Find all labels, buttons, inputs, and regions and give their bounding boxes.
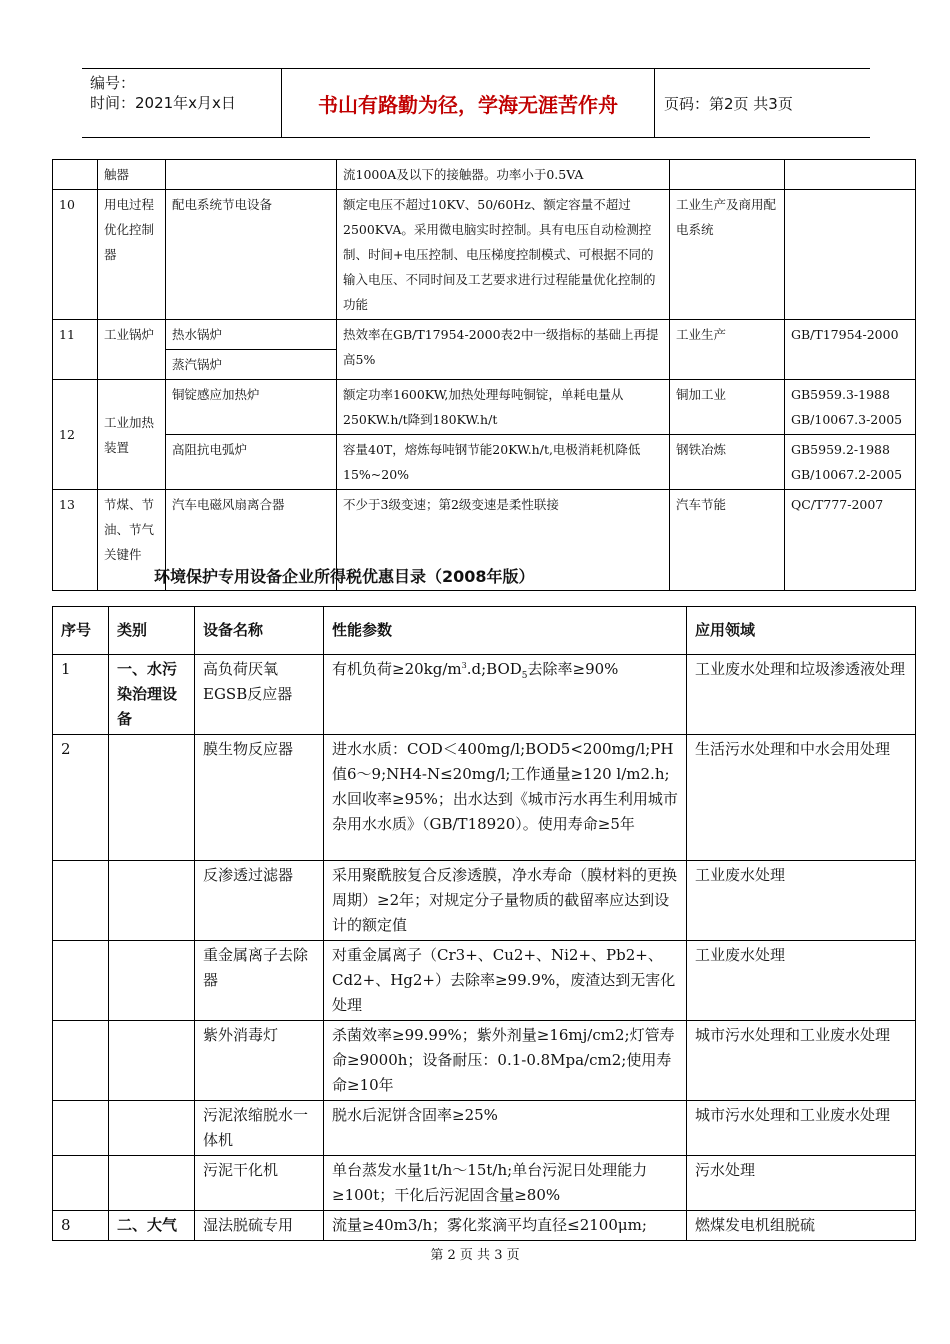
row-application: 钢铁冶炼 [670, 435, 785, 490]
row-category: 工业加热装置 [98, 380, 166, 490]
perf-sup: 3 [461, 661, 467, 670]
row-application: 城市污水处理和工业废水处理 [687, 1021, 916, 1101]
header-info [82, 69, 282, 137]
row-category: 工业锅炉 [98, 320, 166, 380]
table-row [53, 1021, 916, 1101]
date-label: 时间：2021年x月x日 [90, 94, 236, 112]
perf-text: .d;BOD [466, 660, 522, 678]
perf-text: 去除率≥90% [527, 660, 619, 678]
row-category [109, 735, 195, 861]
row-name: 配电系统节电设备 [166, 190, 337, 320]
table-row [53, 320, 916, 350]
row-category [109, 941, 195, 1021]
row-name: 湿法脱硫专用 [195, 1211, 324, 1241]
header-name: 设备名称 [195, 607, 324, 655]
row-performance [324, 655, 687, 735]
row-category [109, 1101, 195, 1156]
row-performance: 不少于3级变速；第2级变速是柔性联接 [337, 490, 670, 591]
row-application: 汽车节能 [670, 490, 785, 591]
row-no: 8 [53, 1211, 109, 1241]
row-category: 二、大气 [109, 1211, 195, 1241]
row-name: 反渗透过滤器 [195, 861, 324, 941]
row-application: 铜加工业 [670, 380, 785, 435]
row-category: 一、水污染治理设备 [109, 655, 195, 735]
row-standard [785, 190, 916, 320]
row-performance: 流量≥40m3/h；雾化浆滴平均直径≤2100μm; [324, 1211, 687, 1241]
row-application: 生活污水处理和中水会用处理 [687, 735, 916, 861]
table-row [53, 941, 916, 1021]
table-row [53, 861, 916, 941]
header-no: 序号 [53, 607, 109, 655]
row-category [109, 861, 195, 941]
header-performance: 性能参数 [324, 607, 687, 655]
row-name: 高负荷厌氧EGSB反应器 [195, 655, 324, 735]
row-category: 节煤、节油、节气关键件 [98, 490, 166, 591]
row-performance: 杀菌效率≥99.99%；紫外剂量≥16mj/cm2;灯管寿命≥9000h；设备耐压：0.1-0.8Mpa/cm2;使用寿命≥10年 [324, 1021, 687, 1101]
row-name: 重金属离子去除器 [195, 941, 324, 1021]
energy-saving-table [52, 159, 916, 591]
row-name: 污泥浓缩脱水一体机 [195, 1101, 324, 1156]
row-application [670, 160, 785, 190]
row-standard [785, 160, 916, 190]
row-application: 污水处理 [687, 1156, 916, 1211]
table-row [53, 435, 916, 490]
section-title: 环境保护专用设备企业所得税优惠目录（2008年版） [154, 567, 535, 586]
header-application: 应用领域 [687, 607, 916, 655]
header-category: 类别 [109, 607, 195, 655]
row-standard: QC/T777-2007 [785, 490, 916, 591]
row-application: 工业生产及商用配电系统 [670, 190, 785, 320]
row-name: 膜生物反应器 [195, 735, 324, 861]
row-performance: 脱水后泥饼含固率≥25% [324, 1101, 687, 1156]
row-performance: 流1000A及以下的接触器。功率小于0.5VA [337, 160, 670, 190]
row-no: 10 [53, 190, 98, 320]
row-standard: GB5959.3-1988 GB/10067.3-2005 [785, 380, 916, 435]
row-no: 12 [53, 380, 98, 490]
row-name: 蒸汽锅炉 [166, 350, 337, 380]
row-name: 污泥干化机 [195, 1156, 324, 1211]
page-header [82, 68, 870, 138]
row-no [53, 160, 98, 190]
table-row [53, 380, 916, 435]
table-row [53, 1101, 916, 1156]
row-name: 汽车电磁风扇离合器 [166, 490, 337, 591]
row-application: 城市污水处理和工业废水处理 [687, 1101, 916, 1156]
row-no: 1 [53, 655, 109, 735]
row-no: 2 [53, 735, 109, 861]
row-performance: 采用聚酰胺复合反渗透膜，净水寿命（膜材料的更换周期）≥2年；对规定分子量物质的截留率应达到设计的额定值 [324, 861, 687, 941]
table-row [53, 160, 916, 190]
row-category: 用电过程优化控制器 [98, 190, 166, 320]
row-application: 工业生产 [670, 320, 785, 380]
row-performance: 单台蒸发水量1t/h～15t/h;单台污泥日处理能力≥100t；干化后污泥固含量≥80% [324, 1156, 687, 1211]
row-performance: 容量40T，熔炼每吨钢节能20KW.h/t,电极消耗机降低15%~20% [337, 435, 670, 490]
row-application: 工业废水处理和垃圾渗透液处理 [687, 655, 916, 735]
row-no: 13 [53, 490, 98, 591]
row-standard: GB/T17954-2000 [785, 320, 916, 380]
row-application: 工业废水处理 [687, 861, 916, 941]
table-row [53, 190, 916, 320]
row-performance: 进水水质：COD＜400mg/l;BOD5<200mg/l;PH值6～9;NH4-N≤20mg/l;工作通量≥120 l/m2.h;水回收率≥95%；出水达到《城市污水再生利用城市杂用水水质》（GB/T18920）。使用寿命≥5年 [324, 735, 687, 861]
row-performance: 对重金属离子（Cr3+、Cu2+、Ni2+、Pb2+、Cd2+、Hg2+）去除率≥99.9%，废渣达到无害化处理 [324, 941, 687, 1021]
row-category [109, 1021, 195, 1101]
header-page-label: 页码：第2页 共3页 [664, 94, 793, 113]
table-row [53, 655, 916, 735]
page-footer: 第 2 页 共 3 页 [430, 1248, 520, 1263]
row-name: 紫外消毒灯 [195, 1021, 324, 1101]
table-row [53, 735, 916, 861]
row-no [53, 1156, 109, 1211]
row-standard: GB5959.2-1988 GB/10067.2-2005 [785, 435, 916, 490]
row-category [109, 1156, 195, 1211]
row-performance: 额定电压不超过10KV、50/60Hz、额定容量不超过2500KVA。采用微电脑实时控制。具有电压自动检测控制、时间+电压控制、电压梯度控制模式、可根据不同的输入电压、不同时间及工艺要求进行过程能量优化控制的功能 [337, 190, 670, 320]
row-no [53, 861, 109, 941]
table-header-row [53, 607, 916, 655]
number-label: 编号： [90, 74, 136, 92]
row-name [166, 160, 337, 190]
row-name: 高阻抗电弧炉 [166, 435, 337, 490]
row-category: 触器 [98, 160, 166, 190]
row-application: 燃煤发电机组脱硫 [687, 1211, 916, 1241]
row-name: 铜锭感应加热炉 [166, 380, 337, 435]
perf-sub: 5 [521, 671, 528, 681]
row-application: 工业废水处理 [687, 941, 916, 1021]
environmental-equipment-table [52, 606, 916, 1241]
row-name: 热水锅炉 [166, 320, 337, 350]
table-row [53, 1211, 916, 1241]
header-motto: 书山有路勤为径，学海无涯苦作舟 [282, 69, 655, 137]
table-row [53, 1156, 916, 1211]
row-performance: 热效率在GB/T17954-2000表2中一级指标的基础上再提高5% [337, 320, 670, 380]
row-no: 11 [53, 320, 98, 380]
row-no [53, 941, 109, 1021]
row-no [53, 1021, 109, 1101]
row-performance: 额定功率1600KW,加热处理每吨铜锭，单耗电量从250KW.h/t降到180KW.h/t [337, 380, 670, 435]
row-no [53, 1101, 109, 1156]
perf-text: 有机负荷≥20kg/m [332, 660, 462, 678]
